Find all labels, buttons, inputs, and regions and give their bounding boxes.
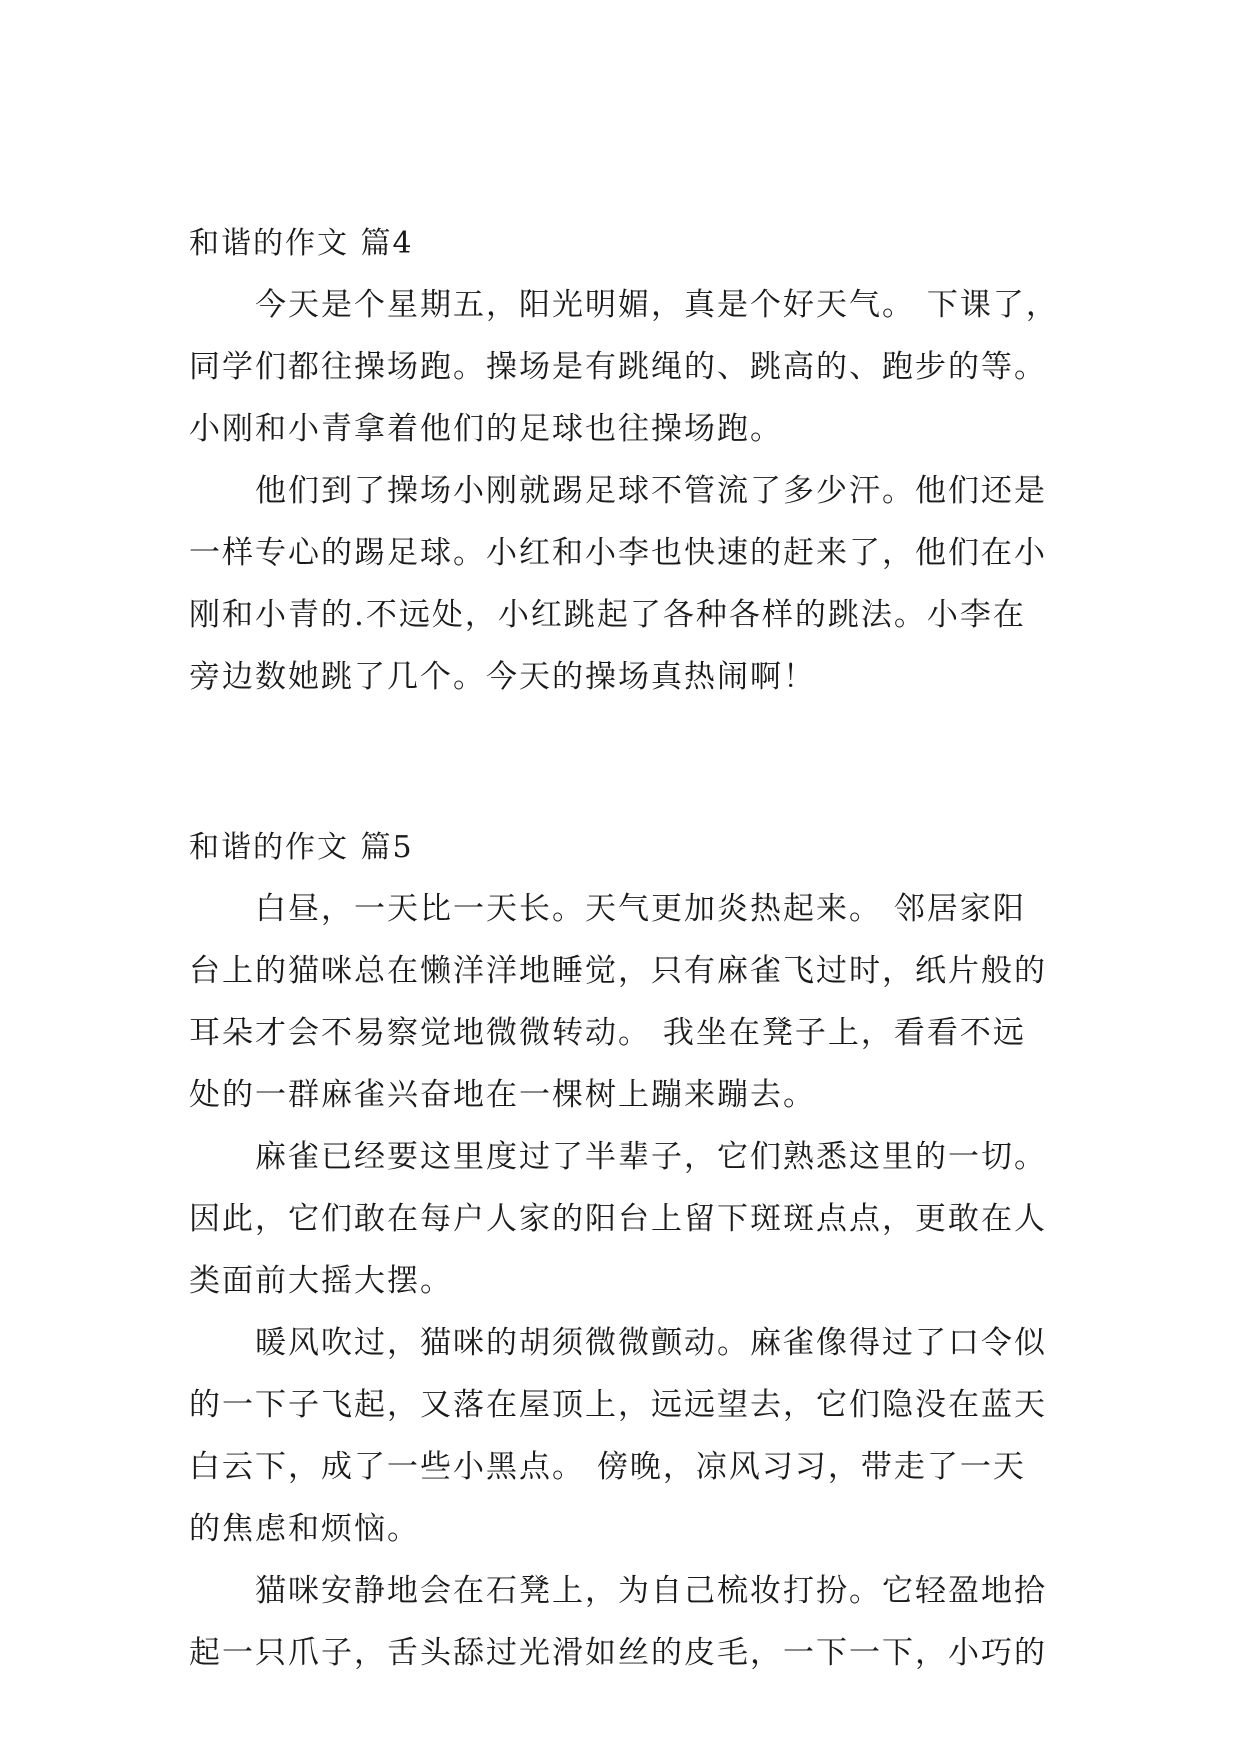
text-line: 台上的猫咪总在懒洋洋地睡觉，只有麻雀飞过时，纸片般的 [189,953,1047,989]
text-line: 起一只爪子，舌头舔过光滑如丝的皮毛，一下一下，小巧的 [189,1635,1047,1671]
text-line: 白云下，成了一些小黑点。 傍晚，凉风习习，带走了一天 [189,1449,1026,1485]
document-page [189,214,1069,1684]
text-line: 的一下子飞起，又落在屋顶上，远远望去，它们隐没在蓝天 [189,1387,1047,1423]
text-line: 麻雀已经要这里度过了半辈子，它们熟悉这里的一切。 [255,1139,1047,1175]
text-line: 因此，它们敢在每户人家的阳台上留下斑斑点点，更敢在人 [189,1201,1047,1237]
text-line: 旁边数她跳了几个。今天的操场真热闹啊！ [189,659,816,695]
text-line: 暖风吹过，猫咪的胡须微微颤动。麻雀像得过了口令似 [255,1325,1047,1361]
text-line: 处的一群麻雀兴奋地在一棵树上蹦来蹦去。 [189,1077,816,1113]
text-line: 的焦虑和烦恼。 [189,1511,420,1547]
text-line: 小刚和小青拿着他们的足球也往操场跑。 [189,411,783,447]
section-5 [189,818,1069,1684]
text-line: 猫咪安静地会在石凳上，为自己梳妆打扮。它轻盈地拾 [255,1573,1047,1609]
section-title: 和谐的作文 篇4 [189,226,414,261]
paragraph [189,1560,1069,1684]
paragraph [189,274,1069,460]
section-title: 和谐的作文 篇5 [189,830,414,865]
paragraph [189,460,1069,708]
text-line: 他们到了操场小刚就踢足球不管流了多少汗。他们还是 [255,473,1047,509]
text-line: 今天是个星期五，阳光明媚，真是个好天气。 下课了， [255,287,1059,323]
text-line: 刚和小青的.不远处，小红跳起了各种各样的跳法。小李在 [189,597,1026,633]
paragraph [189,878,1069,1126]
text-line: 耳朵才会不易察觉地微微转动。 我坐在凳子上，看看不远 [189,1015,1026,1051]
text-line: 类面前大摇大摆。 [189,1263,453,1299]
section-spacer [189,708,1069,818]
text-line: 一样专心的踢足球。小红和小李也快速的赶来了，他们在小 [189,535,1047,571]
text-line: 同学们都往操场跑。操场是有跳绳的、跳高的、跑步的等。 [189,349,1047,385]
section-4 [189,214,1069,708]
paragraph [189,1126,1069,1312]
paragraph [189,1312,1069,1560]
text-line: 白昼，一天比一天长。天气更加炎热起来。 邻居家阳 [255,891,1026,927]
